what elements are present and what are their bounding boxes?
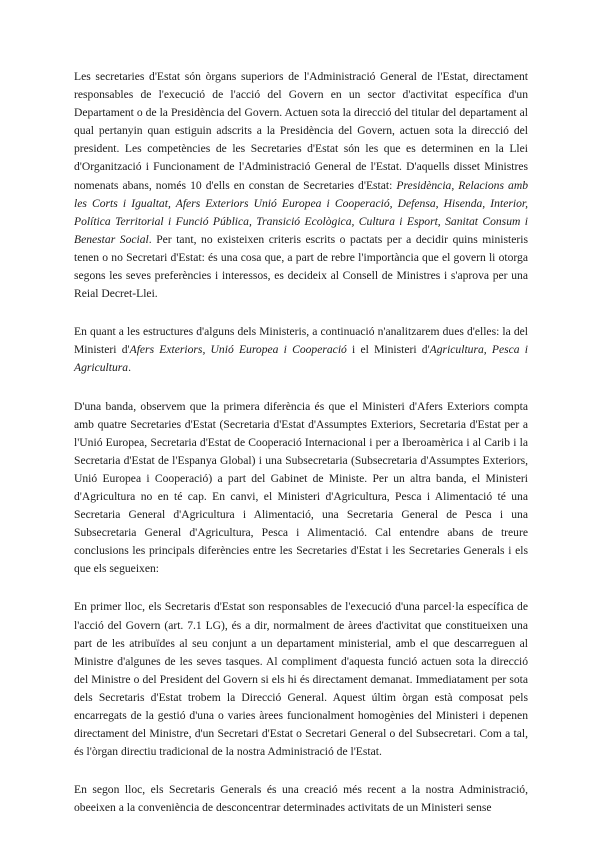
- paragraph-text: . Per tant, no existeixen criteris escrits o pactats per a decidir quins ministeris tenen o no Secretari d'Estat: és una cosa que, a part de rebre l'importància que el govern li otorga segons les seves preferències i interessos, es decideix al Consell de Ministres i s'aprova per una Reial Decret-Llei.: [74, 232, 528, 301]
- paragraph-comparison: D'una banda, observem que la primera diferència és que el Ministeri d'Afers Exteriors compta amb quatre Secretaries d'Estat (Secretaria d'Estat d'Assumptes Exteriors, Secretaria d'Estat per a l'Unió Europea, Secretaria d'Estat de Cooperació Internacional i per a Iberoamèrica i al Carib i la Secretaria d'Estat de l'Espanya Global) i una Subsecretaria (Subsecretaria d'Assumptes Exteriors, Unió Europea i Cooperació) a part del Gabinet de Ministe. Per un altra banda, el Ministeri d'Agricultura no en té cap. En canvi, el Ministeri d'Agricultura, Pesca i Alimentació té una Secretaria General d'Agricultura i Alimentació, una Secretaria General de Pesca i una Subsecretaria General d'Agricultura, Pesca i Alimentació. Cal entendre abans de treure conclusions les principals diferències entre les Secretaries d'Estat i les Secretaries Generals i els que els segueixen:: [74, 399, 528, 576]
- paragraph-text: i el Ministeri d': [346, 343, 430, 357]
- paragraph-secretaries-estat: [74, 68, 528, 303]
- paragraph-text: En quant a les estructures d'alguns dels Ministeris, a continuació n'analitzarem dues d'elles: la del Ministeri d': [74, 325, 528, 357]
- paragraph-text: Les secretaries d'Estat són òrgans superiors de l'Administració General de l'Estat, directament responsables de l'execució de l'acció del Govern en un sector d'activitat específica d'un Departament o de la Presidència del Govern. Actuen sota la direcció del titular del departament al qual pertanyin quan estiguin adscrits a la Presidència del Govern, actuen sota la direcció del president. Les competències de les Secretaries d'Estat són les que es determinen en la Llei d'Organització i Funcionament de l'Administració General de l'Estat. D'aquells disset Ministres nomenats abans, només 10 d'ells en constan de Secretaries d'Estat:: [74, 70, 528, 192]
- paragraph-structures: [74, 323, 528, 377]
- paragraph-secretaris-generals: En segon lloc, els Secretaris Generals és una creació més recent a la nostra Administració, obeeixen a la conveniència de desconcentrar determinades activitats de un Ministeri sense: [74, 783, 528, 815]
- ministry-name-agricultura: Agricultura, Pesca i Agricultura: [74, 343, 528, 375]
- ministries-list: Presidència, Relacions amb les Corts i Igualtat, Afers Exteriors Unió Europea i Cooperació, Defensa, Hisenda, Interior, Política Territorial i Funció Pública, Transició Ecològica, Cultura i Esport, Sanitat Consum i Benestar Social: [74, 178, 528, 246]
- paragraph-secretaris-estat: En primer lloc, els Secretaris d'Estat son responsables de l'execució d'una parcel·la específica de l'acció del Govern (art. 7.1 LG), és a dir, normalment de àrees d'activitat que constitueixen una part de les atribuïdes al seu conjunt a un departament ministerial, amb el que descarreguen al Ministre d'algunes de les seves tasques. Al compliment d'aquesta funció actuen sota la direcció del Ministre o del President del Govern si els hi és directament demanat. Immediatament per sota dels Secretaris d'Estat trobem la Direcció General. Aquest últim òrgan està composat pels encarregats de la gestió d'una o varies àrees funcionalment homogènies del Ministeri i depenen directament del Ministre, d'un Secretari d'Estat o Secretari General o del Subsecretari. Com a tal, és l'òrgan directiu tradicional de la nostra Administració de l'Estat.: [74, 600, 528, 759]
- paragraph-text: .: [128, 361, 132, 375]
- ministry-name-exteriors: Afers Exteriors, Unió Europea i Cooperació: [129, 343, 347, 357]
